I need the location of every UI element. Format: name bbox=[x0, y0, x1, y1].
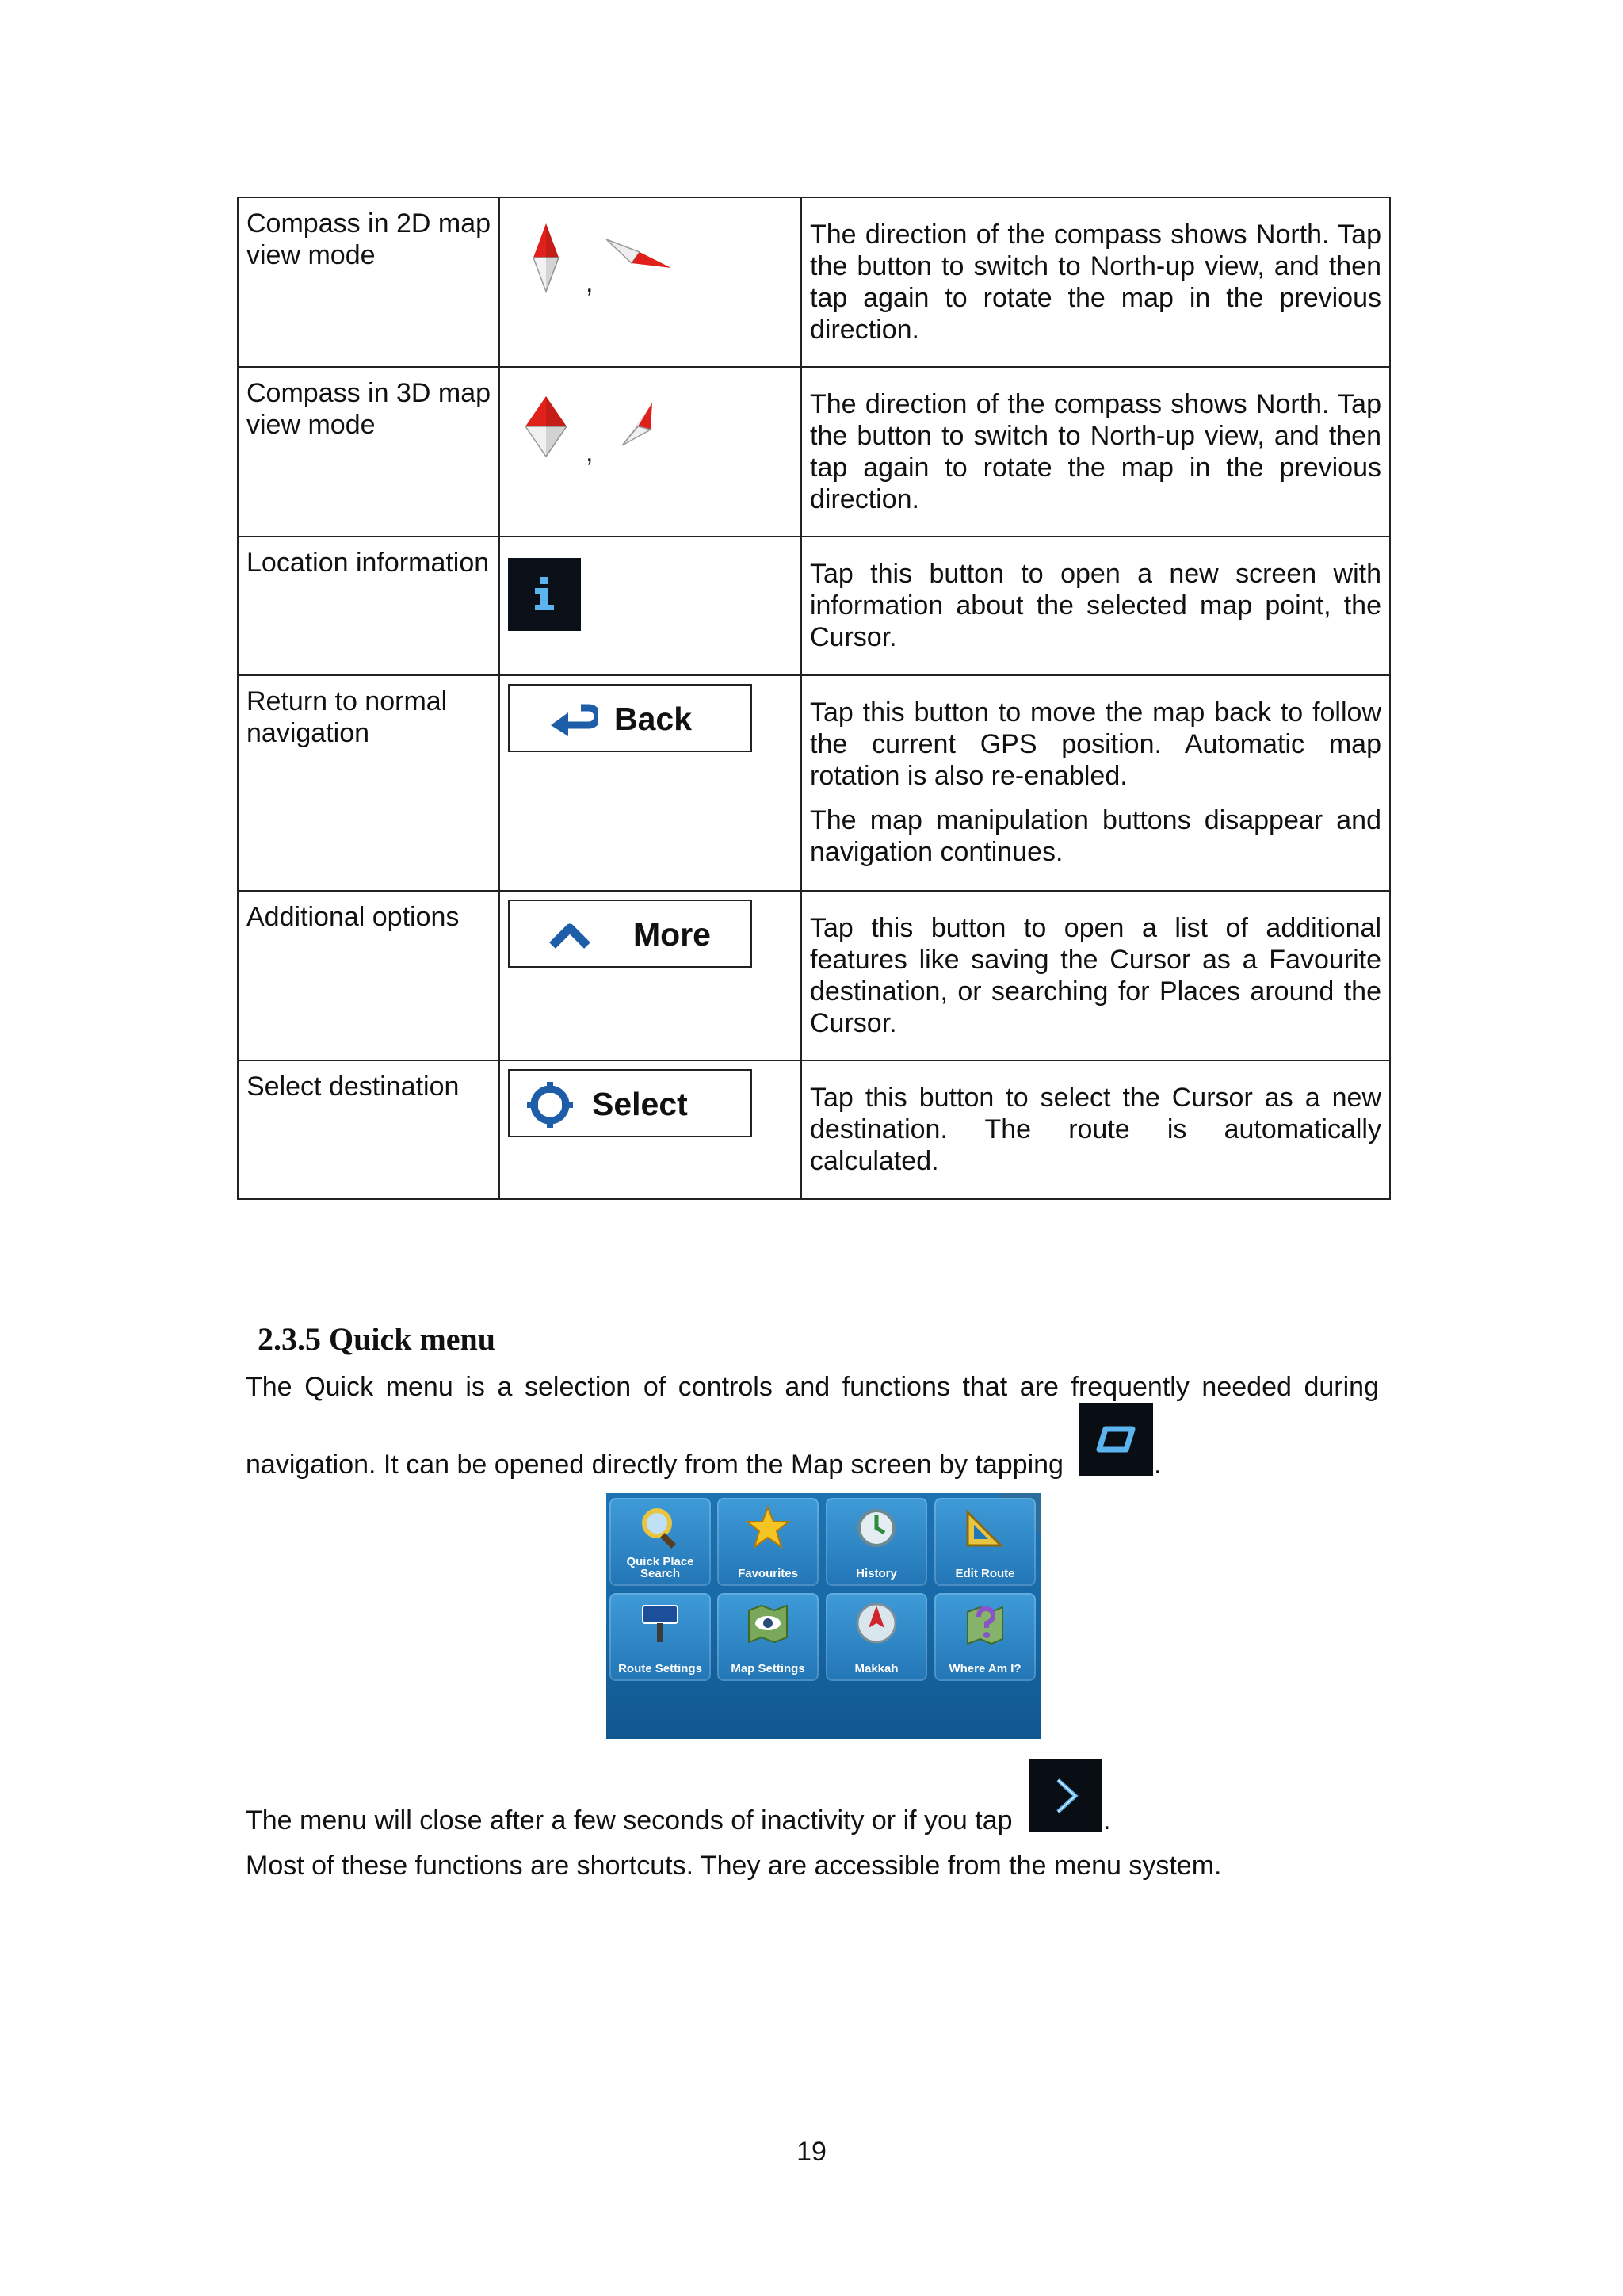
separator: , bbox=[586, 268, 594, 298]
select-button-label: Select bbox=[592, 1086, 688, 1122]
row-label: Location information bbox=[246, 548, 490, 578]
select-button[interactable] bbox=[508, 1069, 752, 1137]
compass-arrow-icon bbox=[853, 1599, 900, 1647]
compass-2d-north-icon[interactable] bbox=[530, 222, 562, 293]
quick-menu-tile[interactable] bbox=[717, 1593, 819, 1681]
period: . bbox=[1103, 1805, 1111, 1836]
close-menu-button[interactable] bbox=[1029, 1759, 1102, 1832]
map-eye-icon bbox=[744, 1599, 792, 1647]
row-label: Compass in 3D map view mode bbox=[246, 378, 491, 440]
tile-label: Favourites bbox=[738, 1567, 798, 1580]
table-row bbox=[238, 891, 1390, 1060]
road-sign-icon bbox=[636, 1599, 684, 1647]
tile-label: Where Am I? bbox=[949, 1662, 1022, 1675]
table-row bbox=[238, 367, 1390, 537]
chevron-up-icon bbox=[548, 922, 592, 949]
row-description-2: The map manipulation buttons disappear and navigation continues. bbox=[810, 805, 1381, 867]
paragraph-line: The Quick menu is a selection of controls and functions that are frequently needed during bbox=[246, 1372, 1379, 1402]
info-icon bbox=[532, 575, 557, 613]
magnifier-icon bbox=[636, 1504, 684, 1552]
tile-label: History bbox=[856, 1567, 897, 1580]
back-button-label: Back bbox=[614, 701, 693, 737]
return-arrow-icon bbox=[549, 703, 598, 736]
quick-menu-tile[interactable] bbox=[934, 1498, 1036, 1586]
quick-menu-icon bbox=[1094, 1425, 1137, 1454]
quick-menu-button[interactable] bbox=[1079, 1403, 1153, 1476]
period: . bbox=[1154, 1450, 1162, 1480]
row-label: Select destination bbox=[246, 1072, 460, 1102]
back-button[interactable] bbox=[508, 684, 752, 752]
row-description: The direction of the compass shows North. Tap the button to switch to North-up view, and then tap again to rotate the map in the previous direction. bbox=[810, 220, 1381, 345]
tile-label: Makkah bbox=[854, 1662, 899, 1675]
tile-label: Map Settings bbox=[731, 1662, 805, 1675]
quick-menu-tile[interactable] bbox=[717, 1498, 819, 1586]
row-description: Tap this button to open a list of additional features like saving the Cursor as a Favourite destination, or searching for Places around the Cursor. bbox=[810, 913, 1381, 1038]
quick-menu-tile[interactable] bbox=[609, 1498, 711, 1586]
chevron-right-icon bbox=[1053, 1777, 1080, 1815]
paragraph-line bbox=[246, 1805, 1013, 1836]
table-row bbox=[238, 197, 1390, 367]
table-row bbox=[238, 1060, 1390, 1199]
tile-label: Edit Route bbox=[955, 1567, 1015, 1580]
more-button[interactable] bbox=[508, 900, 752, 968]
paragraph-text: navigation. It can be opened directly from the Map screen by tapping bbox=[246, 1450, 1064, 1480]
quick-menu-tile[interactable] bbox=[826, 1593, 927, 1681]
table-row bbox=[238, 675, 1390, 891]
paragraph-line: Most of these functions are shortcuts. They are accessible from the menu system. bbox=[246, 1851, 1222, 1881]
tile-label: Quick Place Search bbox=[626, 1555, 694, 1580]
history-icon bbox=[853, 1504, 900, 1552]
question-map-icon bbox=[961, 1599, 1009, 1647]
row-description: Tap this button to move the map back to follow the current GPS position. Automatic map rotation is also re-enabled. bbox=[810, 697, 1381, 791]
table-row bbox=[238, 537, 1390, 675]
quick-menu-tile[interactable] bbox=[934, 1593, 1036, 1681]
row-label: Return to normal navigation bbox=[246, 686, 448, 748]
location-info-button[interactable] bbox=[508, 558, 581, 631]
star-icon bbox=[744, 1504, 792, 1552]
quick-menu-screenshot bbox=[606, 1493, 1041, 1739]
quick-menu-tile[interactable] bbox=[826, 1498, 927, 1586]
row-description: Tap this button to select the Cursor as a new destination. The route is automatically calculated. bbox=[810, 1083, 1381, 1176]
tile-label: Route Settings bbox=[618, 1662, 702, 1675]
row-description: The direction of the compass shows North. Tap the button to switch to North-up view, and then tap again to rotate the map in the previous direction. bbox=[810, 389, 1381, 514]
compass-2d-rotated-icon[interactable] bbox=[603, 236, 674, 271]
row-description: Tap this button to open a new screen with information about the selected map point, the Cursor. bbox=[810, 559, 1381, 652]
controls-table bbox=[237, 197, 1391, 1200]
paragraph-text: The menu will close after a few seconds of inactivity or if you tap bbox=[246, 1805, 1013, 1836]
row-label: Compass in 2D map view mode bbox=[246, 208, 491, 270]
compass-3d-north-icon[interactable] bbox=[524, 395, 568, 458]
page-number: 19 bbox=[796, 2137, 827, 2167]
target-icon bbox=[525, 1080, 575, 1129]
paragraph-line bbox=[246, 1449, 1064, 1480]
compass-3d-rotated-icon[interactable] bbox=[619, 401, 654, 447]
quick-menu-tile[interactable] bbox=[609, 1593, 711, 1681]
row-label: Additional options bbox=[246, 902, 460, 932]
ruler-triangle-icon bbox=[961, 1504, 1009, 1552]
separator: , bbox=[586, 437, 594, 468]
more-button-label: More bbox=[633, 916, 711, 953]
section-heading: 2.3.5 Quick menu bbox=[258, 1321, 496, 1357]
